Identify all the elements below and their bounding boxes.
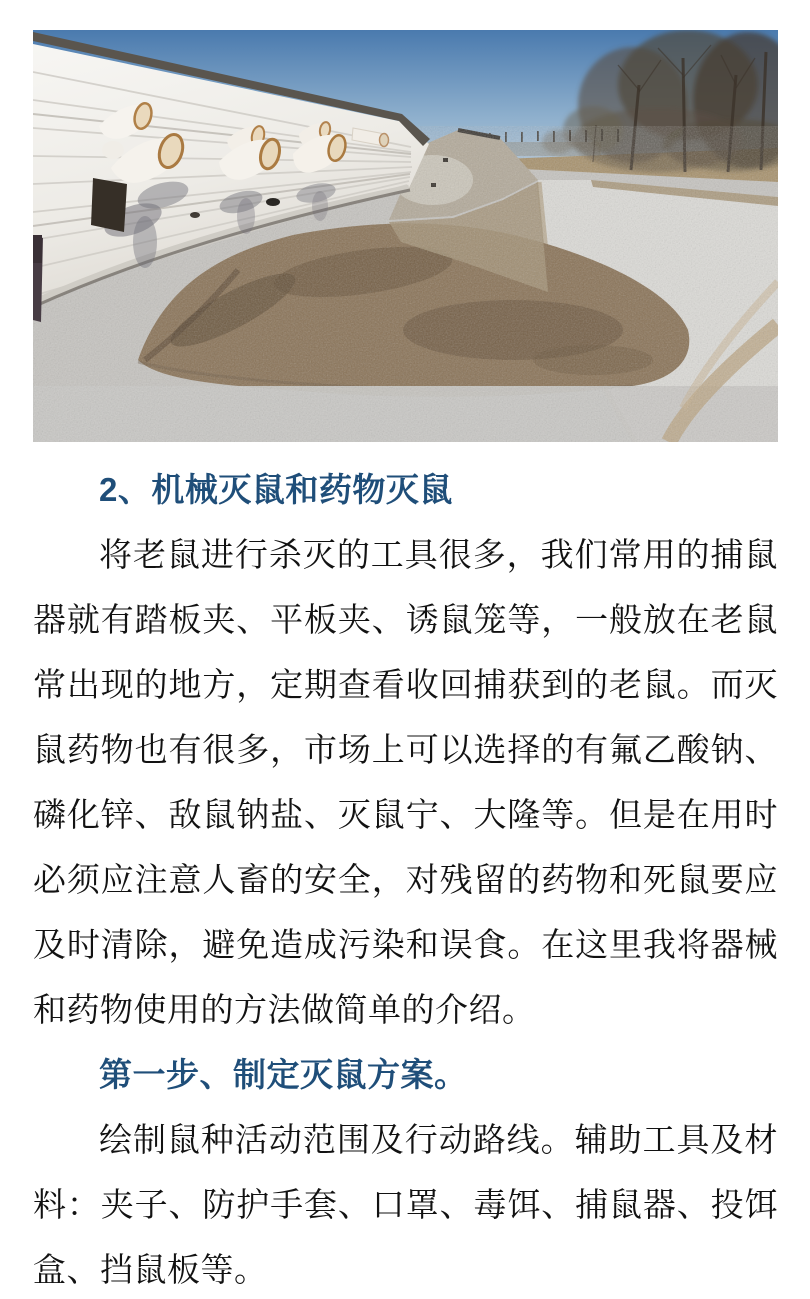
paragraph-plan-materials: 绘制鼠种活动范围及行动路线。辅助工具及材料：夹子、防护手套、口罩、毒饵、捕鼠器、投饵盒、挡鼠板等。	[33, 1121, 778, 1288]
paragraph-tools-and-poisons: 将老鼠进行杀灭的工具很多，我们常用的捕鼠器就有踏板夹、平板夹、诱鼠笼等，一般放在老鼠常出现的地方，定期查看收回捕获到的老鼠。而灭鼠药物也有很多，市场上可以选择的有氟乙酸钠、磷化锌、敌鼠钠盐、灭鼠宁、大隆等。但是在用时必须应注意人畜的安全，对残留的药物和死鼠要应及时清除，避免造成污染和误食。在这里我将器械和药物使用的方法做简单的介绍。	[33, 536, 778, 1028]
photo-illustration	[33, 30, 778, 442]
dark-object	[266, 198, 280, 206]
section-heading-mechanical-and-chemical: 2、机械灭鼠和药物灭鼠	[99, 471, 453, 508]
poultry-house-photo	[33, 30, 778, 442]
dark-object-small	[190, 212, 200, 218]
article-body	[33, 457, 778, 1299]
section-heading-step-one: 第一步、制定灭鼠方案。	[99, 1056, 468, 1093]
